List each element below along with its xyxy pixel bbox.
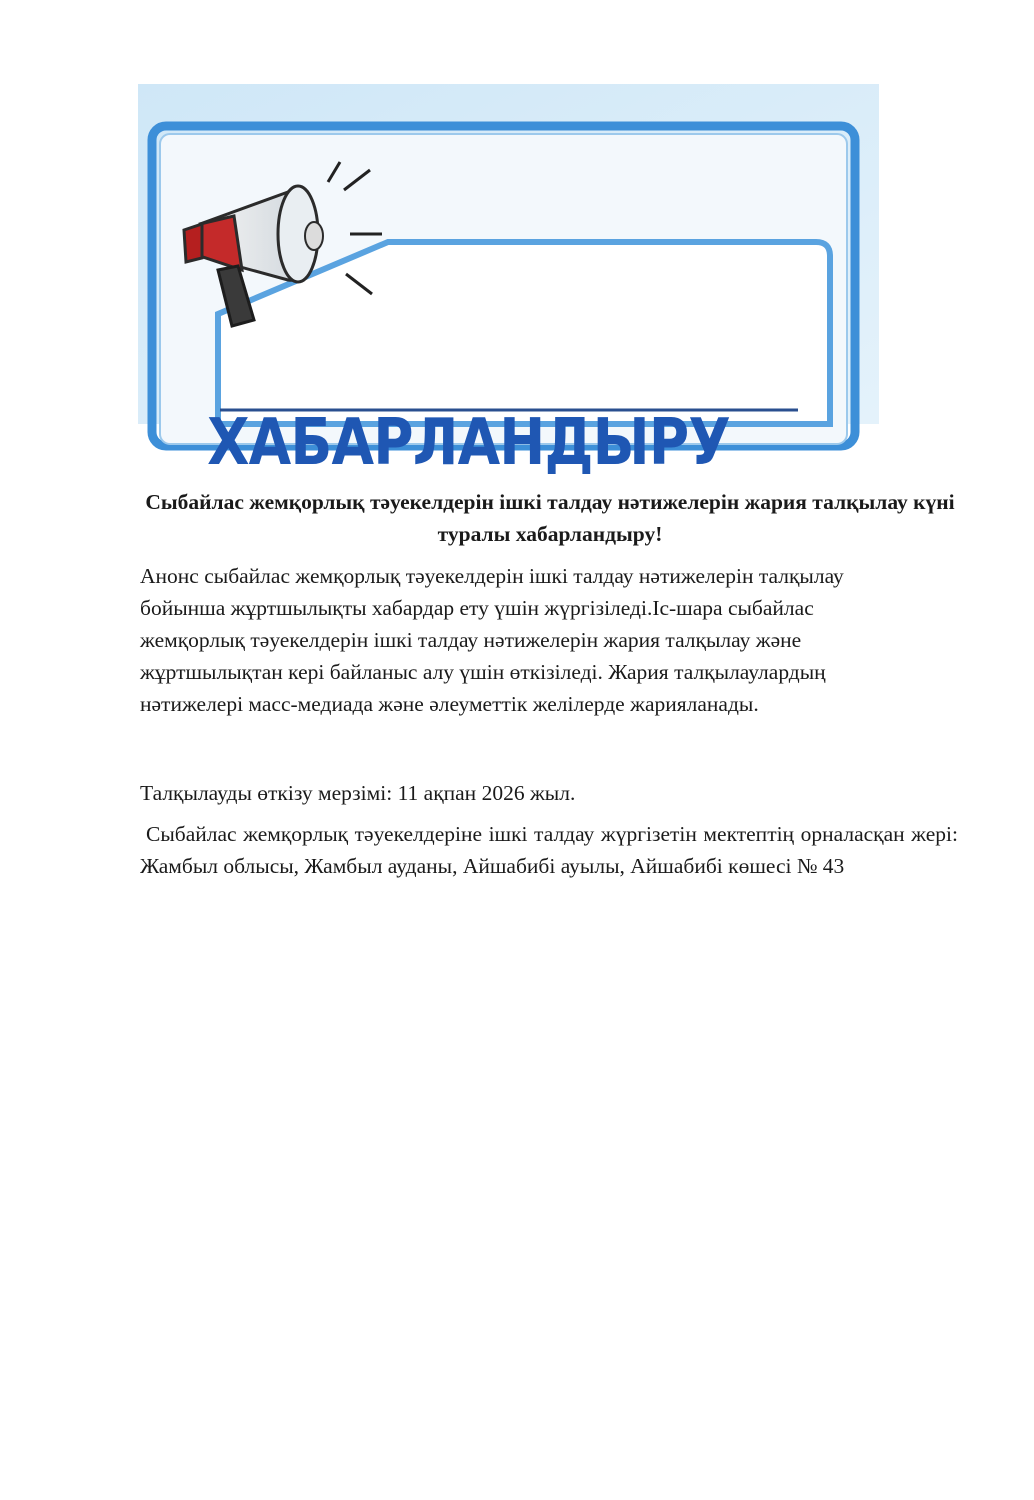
announcement-paragraph: Анонс сыбайлас жемқорлық тәуекелдерін ішкі талдау нәтижелерін талқылау бойынша жұртшылықты хабардар ету үшін жүргізіледі.Іс-шара сыбайлас жемқорлық тәуекелдерін ішкі талдау нәтижелерін жария талқылау және жұртшылықтан кері байланыс алу үшін өткізіледі. Жария талқылаулардың нәтижелері масс-медиада және әлеуметтік желілерде жарияланады. xyxy=(140,564,844,716)
banner-title: ХАБАРЛАНДЫРУ xyxy=(207,406,730,480)
school-location: Сыбайлас жемқорлық тәуекелдеріне ішкі талдау жүргізетін мектептің орналасқан жері: Жамбыл облысы, Жамбыл ауданы, Айшабибі ауылы, Айшабибі көшесі № 43 xyxy=(140,822,958,878)
document-heading: Сыбайлас жемқорлық тәуекелдерін ішкі талдау нәтижелерін жария талқылау күні туралы хабарландыру! xyxy=(145,490,955,546)
banner-frame xyxy=(138,84,879,424)
announcement-banner xyxy=(138,84,879,480)
discussion-date: Талқылауды өткізу мерзімі: 11 ақпан 2026 жыл. xyxy=(140,781,576,805)
